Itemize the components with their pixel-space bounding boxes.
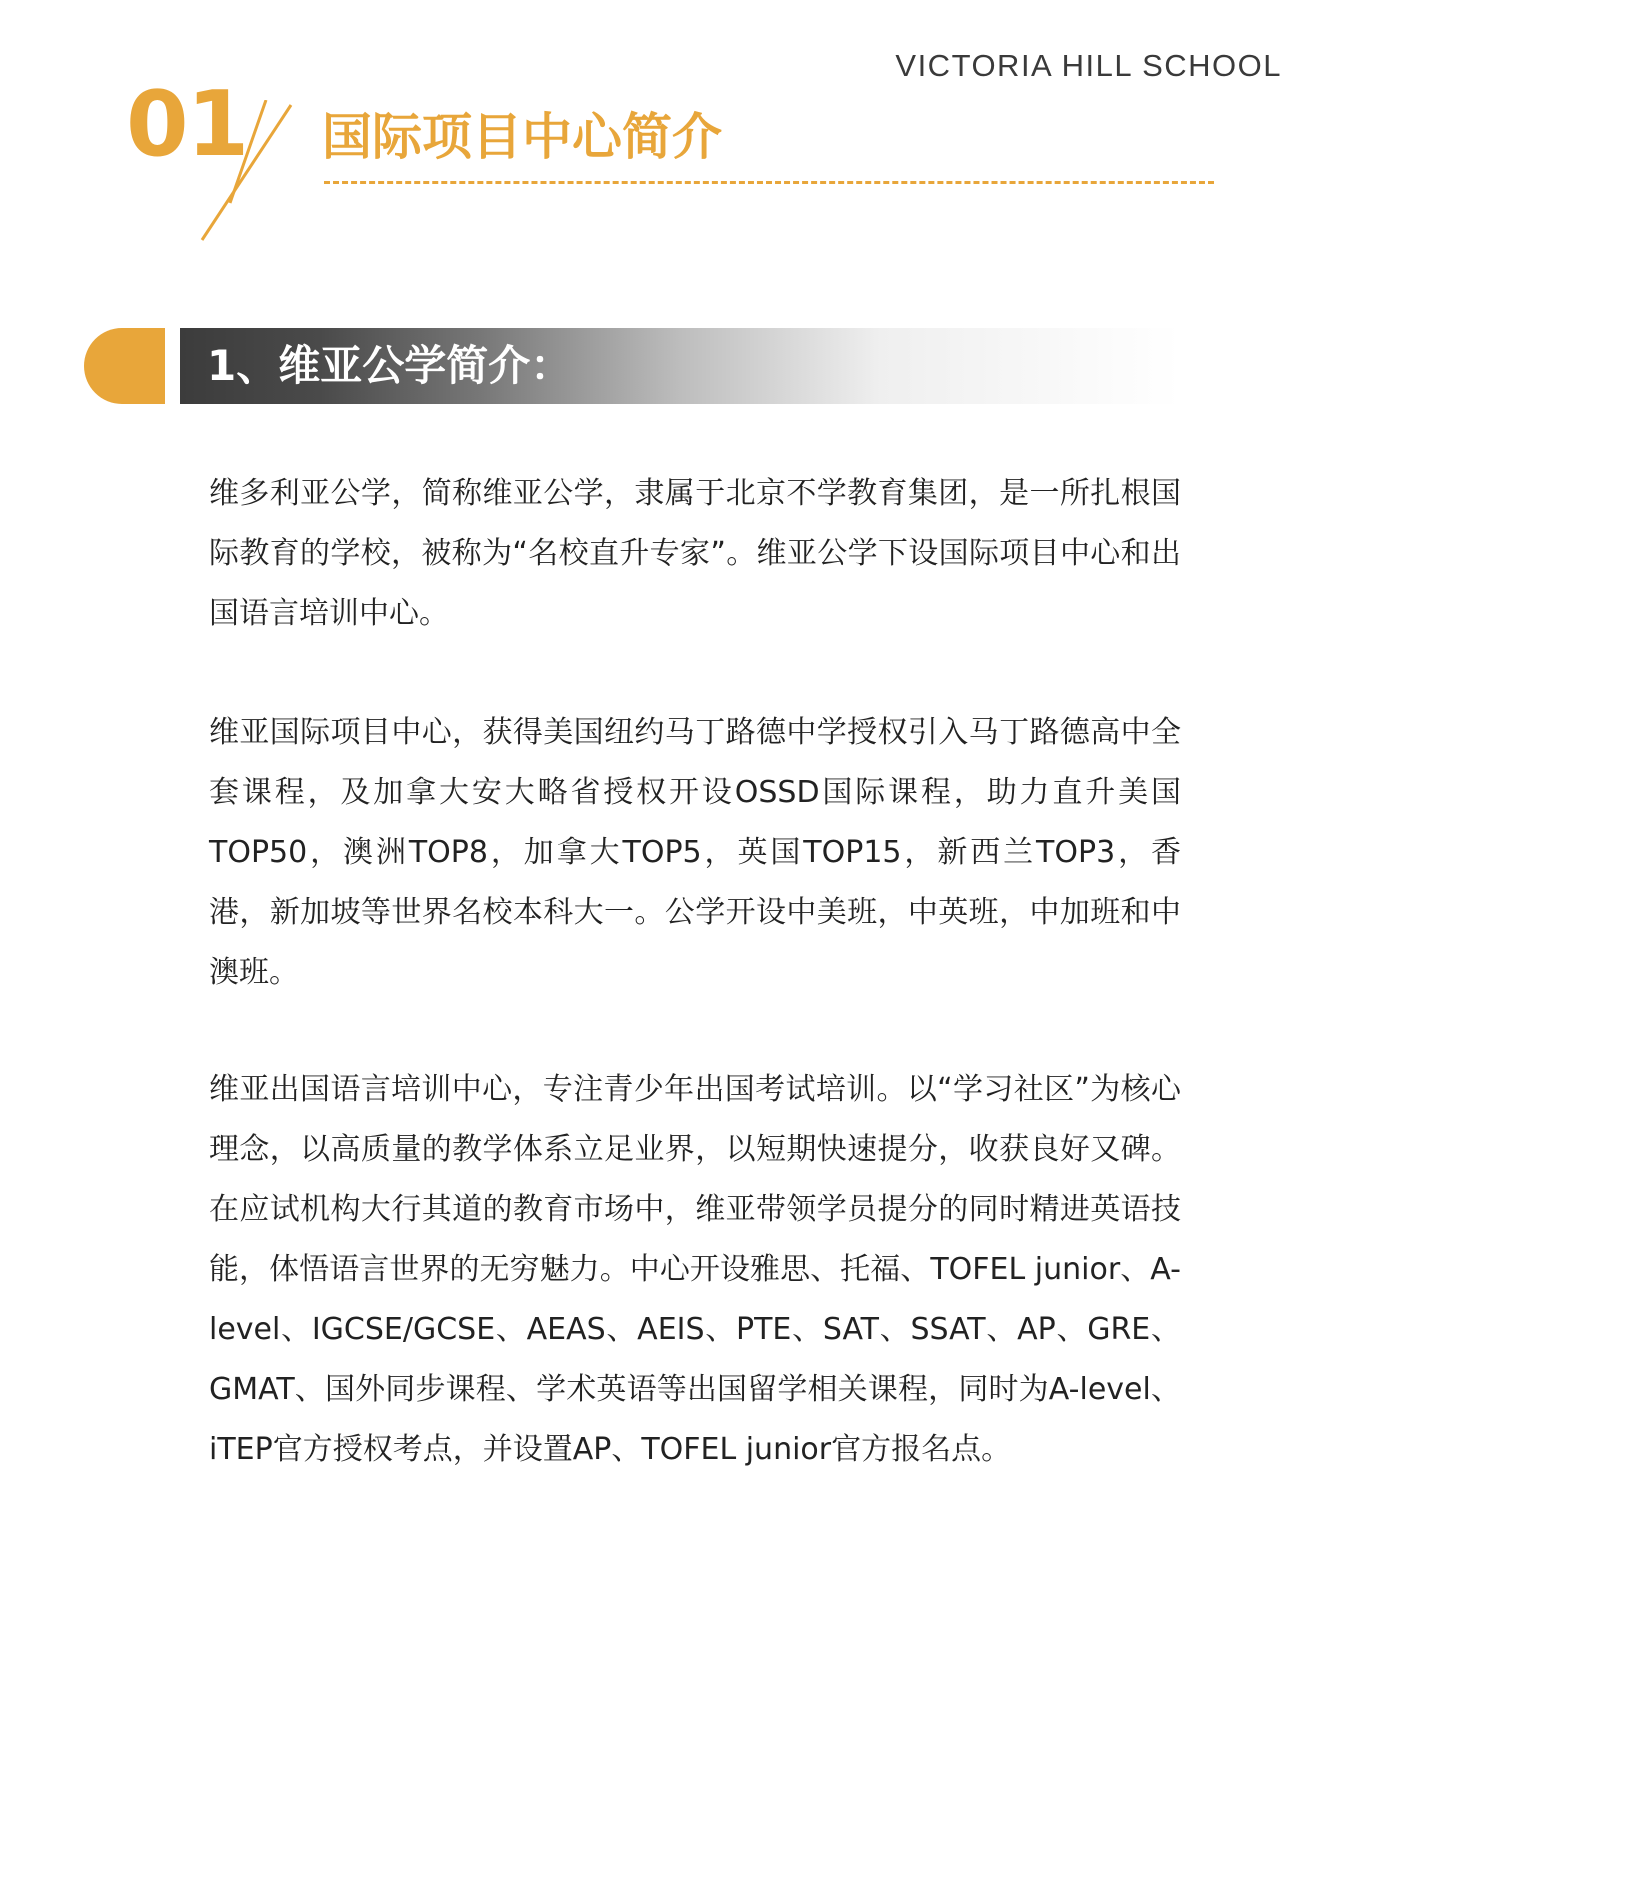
language-center-paragraph: 维亚出国语言培训中心，专注青少年出国考试培训。以“学习社区”为核心理念，以高质量的教学体系立足业界，以短期快速提分，收获良好又碑。在应试机构大行其道的教育市场中，维亚带领学员提分的同时精进英语技能，体悟语言世界的无穷魅力。中心开设雅思、托福、TOFEL junior、A-level、IGCSE/GCSE、AEAS、AEIS、PTE、SAT、SSAT、AP、GRE、GMAT、国外同步课程、学术英语等出国留学相关课程，同时为A-level、iTEP官方授权考点，并设置AP、TOFEL junior官方报名点。 xyxy=(209,1072,1181,1467)
intro-paragraph: 维多利亚公学，简称维亚公学，隶属于北京不学教育集团，是一所扎根国际教育的学校，被称为“名校直升专家”。维亚公学下设国际项目中心和出国语言培训中心。 xyxy=(209,476,1181,631)
double-slash-decoration xyxy=(196,100,296,245)
subsection-pill-marker xyxy=(84,328,165,404)
school-brand: VICTORIA HILL SCHOOL xyxy=(895,48,1282,83)
international-center-paragraph: 维亚国际项目中心，获得美国纽约马丁路德中学授权引入马丁路德高中全套课程，及加拿大安大略省授权开设OSSD国际课程，助力直升美国TOP50，澳洲TOP8，加拿大TOP5，英国TOP15，新西兰TOP3，香港，新加坡等世界名校本科大一。公学开设中美班，中英班，中加班和中澳班。 xyxy=(209,715,1181,990)
subsection-title: 1、维亚公学简介： xyxy=(207,341,573,390)
section-title: 国际项目中心简介 xyxy=(322,108,722,166)
section-number: 01 xyxy=(126,72,248,177)
title-dashed-divider xyxy=(324,181,1214,184)
